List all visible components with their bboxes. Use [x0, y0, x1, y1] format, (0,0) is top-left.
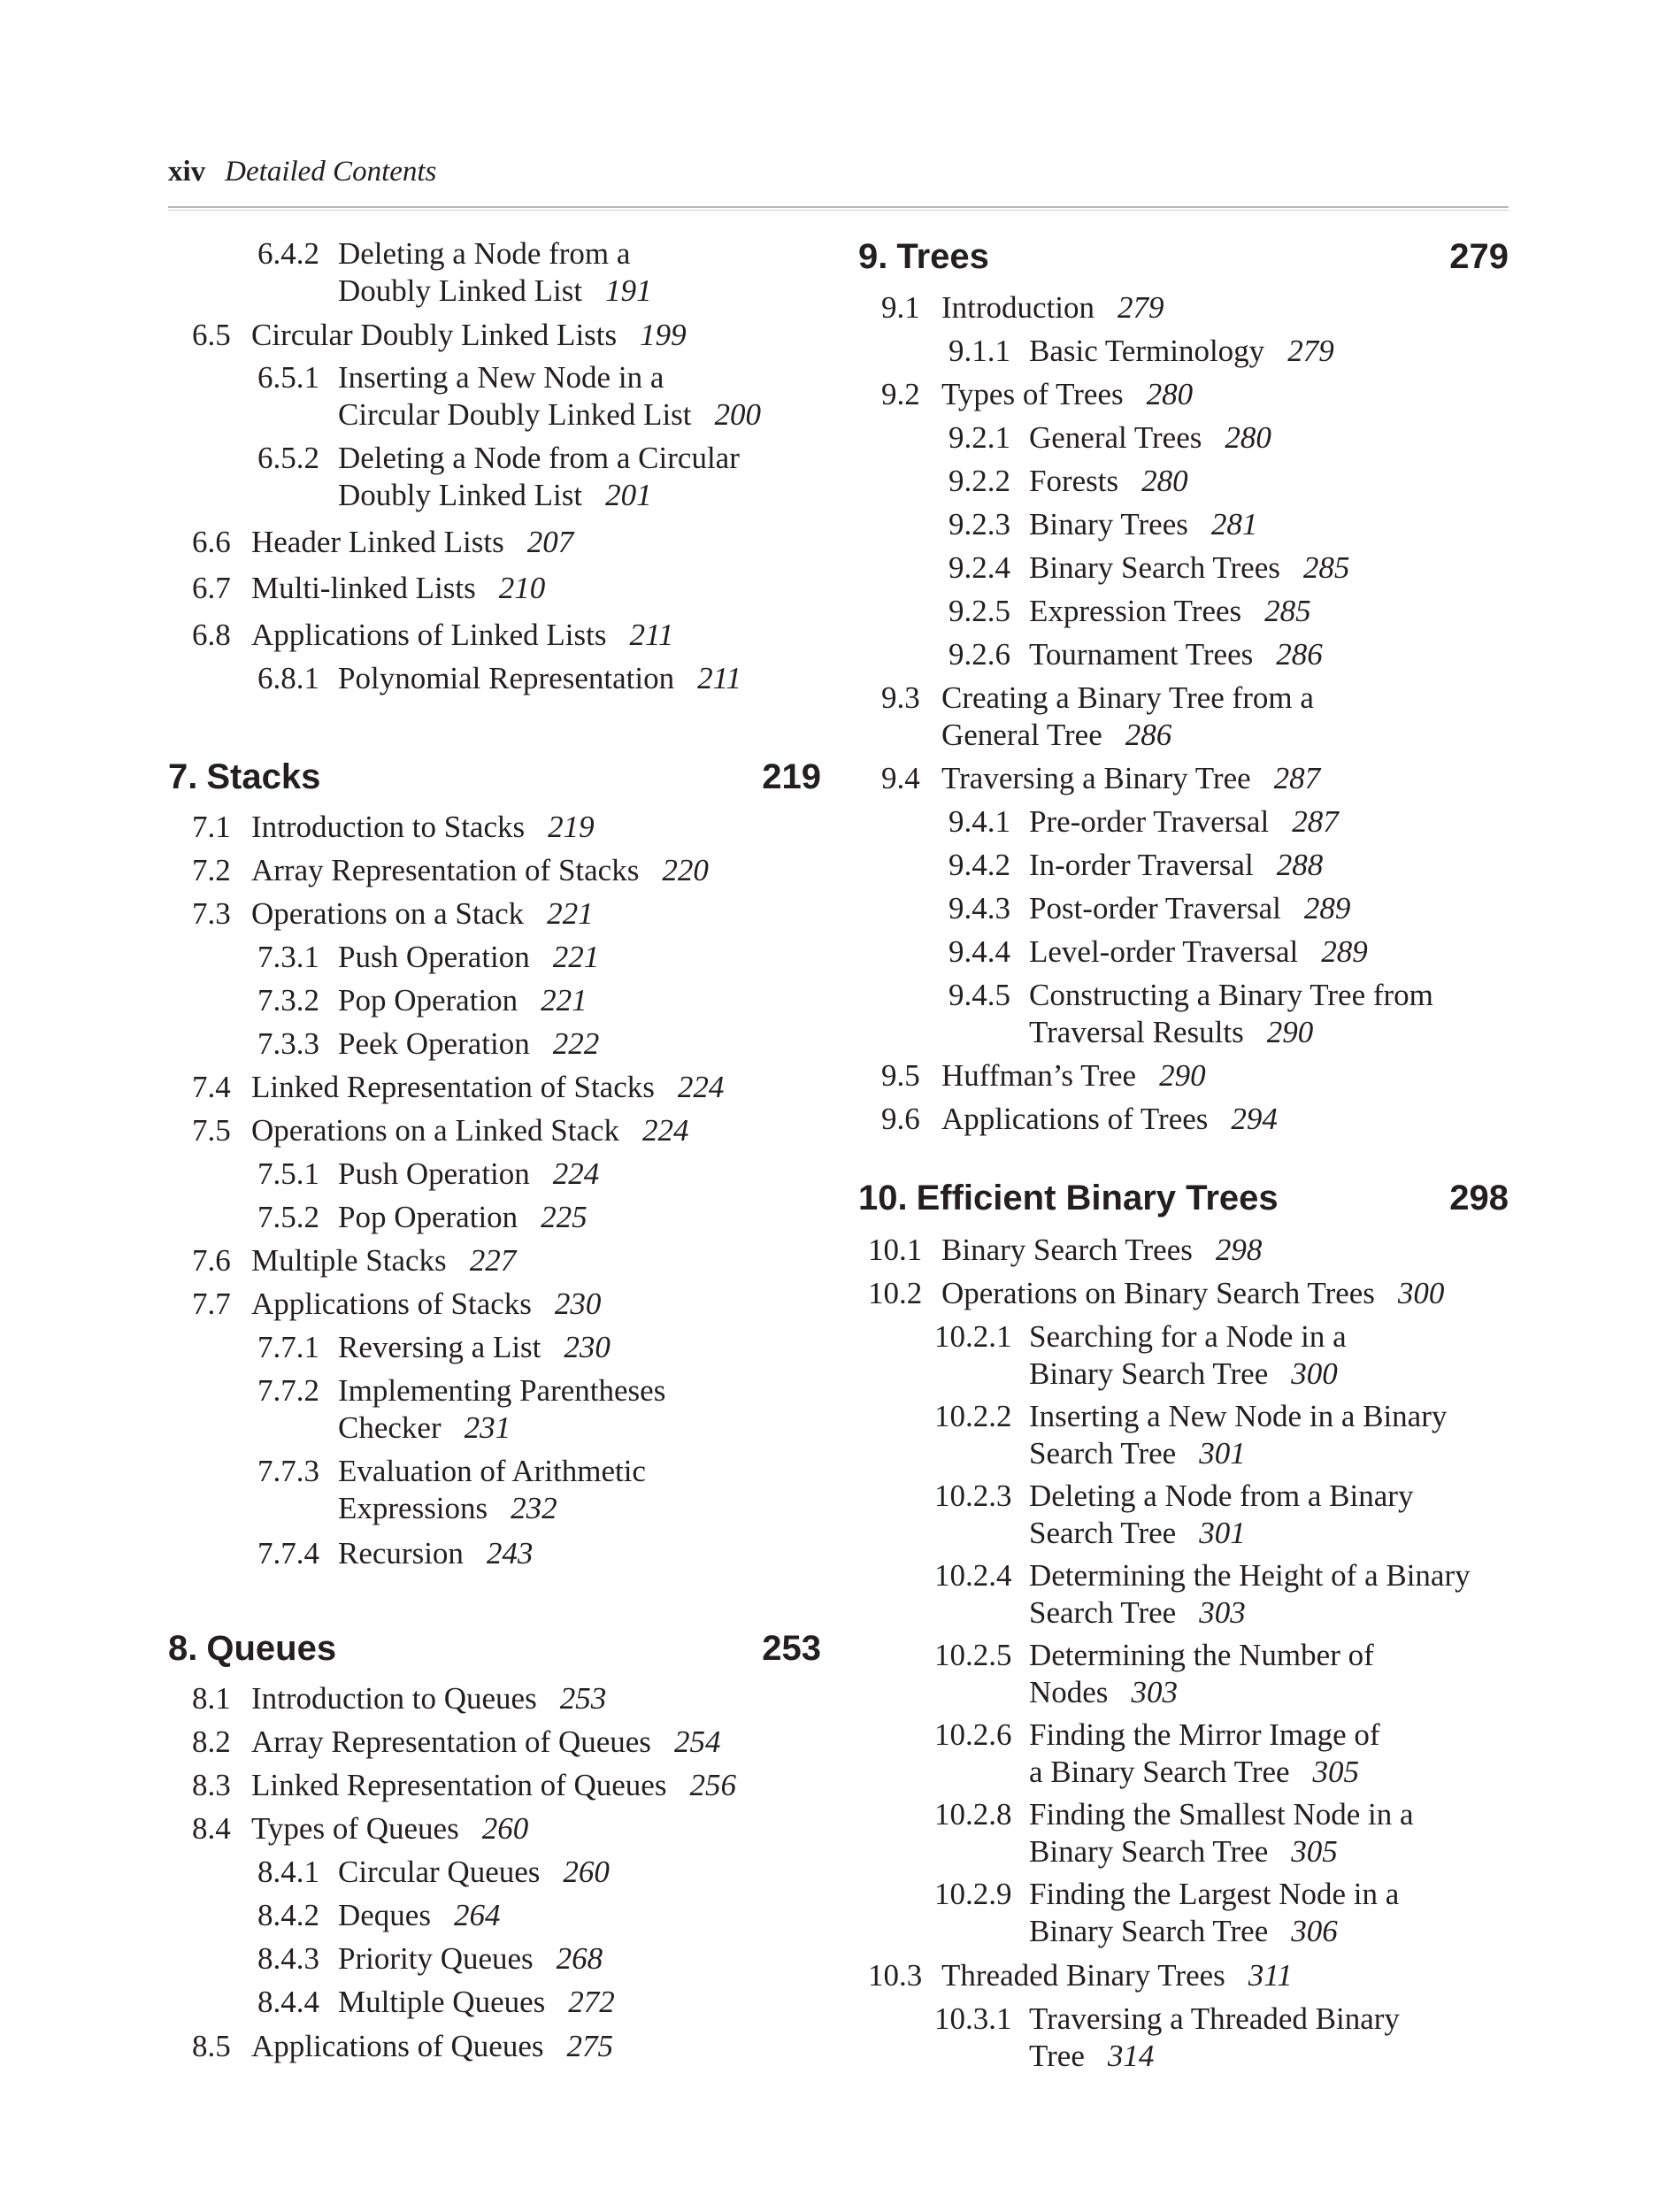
page-ref: 268 [556, 1941, 603, 1976]
chapter-heading[interactable]: 7. Stacks 219 [168, 757, 821, 796]
chapter-heading[interactable]: 9. Trees 279 [858, 237, 1509, 276]
toc-entry[interactable]: 10.2.6 Finding the Mirror Image of a Binary Search Tree 305 [934, 1717, 1380, 1789]
page-ref: 254 [673, 1724, 721, 1759]
toc-entry[interactable]: 7.7.3 Evaluation of Arithmetic Expressions 232 [257, 1454, 646, 1525]
page-ref: 231 [464, 1410, 511, 1445]
page-ref: 279 [1287, 334, 1334, 368]
page-ref: 298 [1215, 1233, 1263, 1267]
page-ref: 301 [1199, 1436, 1246, 1471]
page-ref: 200 [714, 397, 762, 432]
page-ref: 280 [1225, 420, 1271, 455]
page-ref: 306 [1291, 1914, 1338, 1948]
page-ref: 300 [1397, 1276, 1445, 1310]
toc-entry[interactable]: 10.2.5 Determining the Number of Nodes 303 [934, 1638, 1374, 1709]
page-ref: 294 [1231, 1102, 1278, 1136]
page-ref: 224 [677, 1070, 725, 1104]
page-ref: 243 [486, 1536, 534, 1571]
page-ref: 303 [1131, 1675, 1178, 1709]
page-ref: 201 [605, 478, 652, 512]
page-ref: 224 [642, 1113, 689, 1148]
page-ref: 210 [498, 571, 546, 605]
page-ref: 290 [1159, 1058, 1206, 1093]
page-ref: 199 [640, 318, 687, 352]
page-ref: 207 [526, 525, 574, 559]
page-ref: 221 [552, 940, 600, 974]
toc-entry[interactable]: 6.5.1 Inserting a New Node in a Circular Doubly Linked List 200 [257, 360, 762, 432]
page-ref: 260 [481, 1811, 529, 1846]
page-ref: 300 [1291, 1356, 1338, 1391]
page-ref: 211 [697, 661, 741, 695]
page-ref: 280 [1141, 464, 1188, 498]
page-ref: 272 [568, 1985, 615, 2019]
running-title: Detailed Contents [225, 156, 437, 188]
page-ref: 287 [1273, 761, 1321, 795]
toc-entry[interactable]: 10.2.4 Determining the Height of a Binary Search Tree 303 [934, 1558, 1471, 1630]
chapter-page: 253 [762, 1629, 821, 1668]
page-ref: 281 [1210, 507, 1258, 541]
chapter-heading[interactable]: 8. Queues 253 [168, 1629, 821, 1668]
page-ref: 219 [548, 810, 595, 844]
toc-entry[interactable]: 10.2.8 Finding the Smallest Node in a Binary Search Tree 305 [934, 1797, 1414, 1869]
page-ref: 227 [469, 1243, 517, 1278]
toc-entry[interactable]: 6.4.2 Deleting a Node from a Doubly Linked List 191 [257, 236, 652, 308]
page-ref: 285 [1302, 550, 1350, 585]
page-ref: 221 [547, 896, 594, 931]
page-ref: 232 [511, 1491, 557, 1525]
chapter-title: Queues [206, 1629, 337, 1668]
page-ref: 286 [1125, 718, 1172, 752]
page-ref: 289 [1303, 891, 1351, 926]
page-ref: 230 [564, 1330, 611, 1364]
page-ref: 288 [1276, 848, 1324, 882]
page-ref: 221 [541, 983, 588, 1018]
page-ref: 225 [541, 1200, 588, 1234]
chapter-page: 298 [1449, 1179, 1509, 1217]
page-ref: 311 [1248, 1958, 1293, 1993]
chapter-page: 219 [762, 757, 821, 796]
toc-entry[interactable]: 10.2.9 Finding the Largest Node in a Binary Search Tree 306 [934, 1877, 1400, 1948]
toc-entry[interactable]: 6.5.2 Deleting a Node from a Circular Doubly Linked List 201 [257, 441, 740, 512]
chapter-page: 279 [1449, 237, 1509, 276]
toc-entry[interactable]: 10.3.1 Traversing a Threaded Binary Tree 314 [934, 2001, 1400, 2073]
page-ref: 260 [563, 1855, 610, 1889]
chapter-heading[interactable]: 10. Efficient Binary Trees 298 [858, 1179, 1509, 1217]
page-ref: 253 [559, 1681, 607, 1716]
page-ref: 285 [1264, 594, 1311, 628]
toc-entry[interactable]: 10.2.1 Searching for a Node in a Binary Search Tree 300 [934, 1319, 1347, 1391]
running-head [168, 157, 436, 187]
page-ref: 230 [554, 1286, 602, 1321]
toc-entry[interactable]: 7.7.2 Implementing Parentheses Checker 231 [257, 1373, 666, 1445]
page-ref: 314 [1107, 2039, 1155, 2073]
page-ref: 286 [1276, 637, 1323, 672]
page-ref: 275 [566, 2029, 613, 2063]
toc-entry[interactable]: 9.3 Creating a Binary Tree from a General Tree 286 [881, 680, 1314, 752]
page-ref: 211 [629, 618, 674, 652]
toc-entry[interactable]: 9.4.5 Constructing a Binary Tree from Traversal Results 290 [949, 978, 1433, 1049]
page-ref: 290 [1266, 1015, 1314, 1049]
page-ref: 305 [1291, 1834, 1338, 1869]
page-ref: 256 [689, 1768, 736, 1802]
page-ref: 301 [1199, 1516, 1246, 1550]
chapter-title: Trees [896, 237, 989, 276]
page-ref: 280 [1146, 377, 1194, 411]
page-ref: 191 [605, 273, 652, 308]
page-ref: 303 [1199, 1595, 1246, 1630]
page-ref: 287 [1292, 804, 1339, 839]
page-ref: 220 [662, 853, 709, 887]
header-rule [168, 206, 1509, 211]
page-ref: 279 [1118, 290, 1164, 325]
page-ref: 305 [1312, 1755, 1360, 1789]
page-ref: 264 [453, 1898, 501, 1932]
page-ref: 222 [552, 1026, 600, 1061]
toc-entry[interactable]: 10.2.2 Inserting a New Node in a Binary Search Tree 301 [934, 1399, 1448, 1471]
page-ref: 289 [1321, 934, 1368, 969]
chapter-title: Efficient Binary Trees [916, 1179, 1279, 1217]
chapter-title: Stacks [206, 757, 321, 796]
toc-entry[interactable]: 10.2.3 Deleting a Node from a Binary Search Tree 301 [934, 1479, 1414, 1550]
page-ref: 224 [552, 1156, 600, 1191]
page-number: xiv [168, 156, 206, 188]
